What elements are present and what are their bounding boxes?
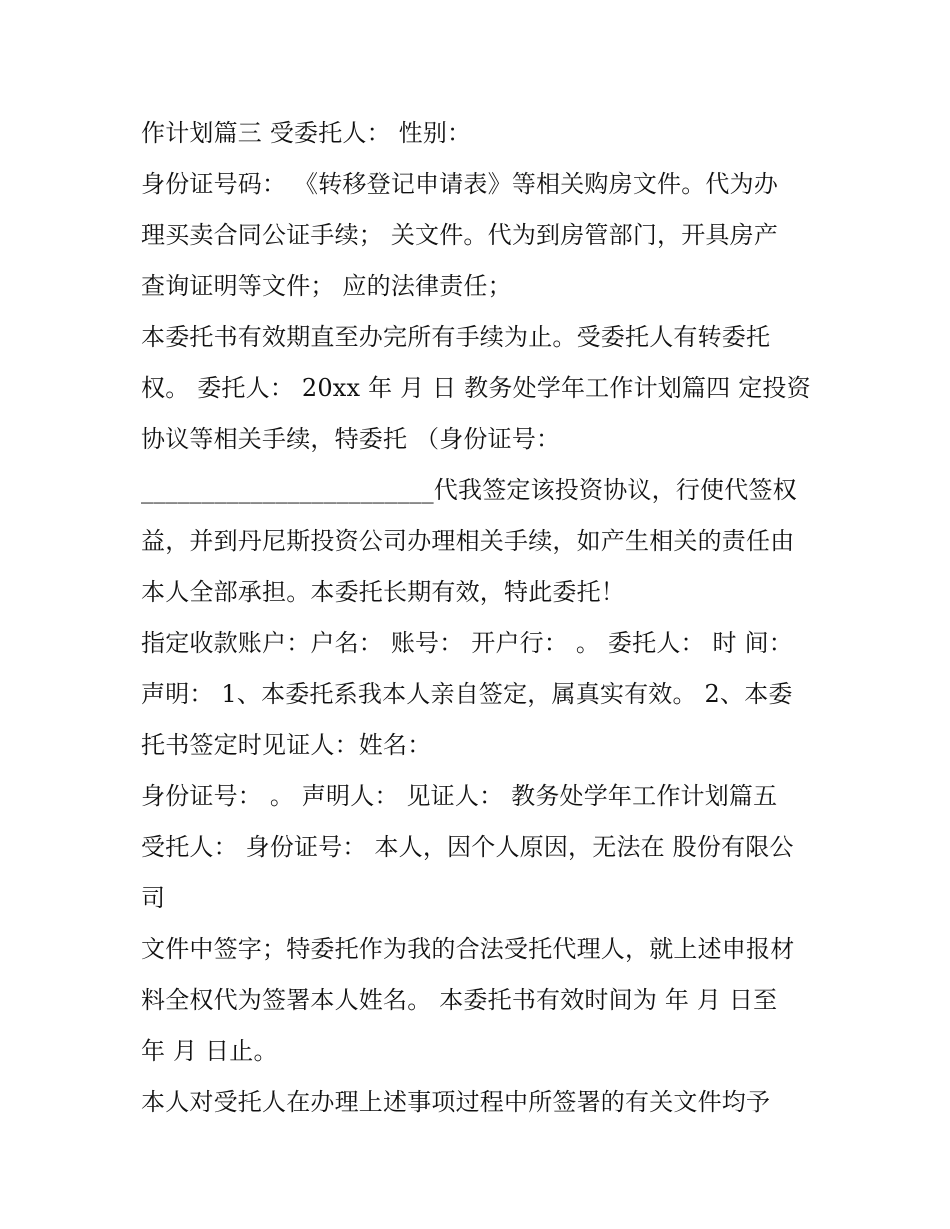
text-line: 文件中签字；特委托作为我的合法受托代理人，就上述申报材 <box>141 935 795 963</box>
text-line: 本人对受托人在办理上述事项过程中所签署的有关文件均予 <box>141 1088 771 1116</box>
text-line: 作计划篇三 受委托人： 性别： <box>141 119 472 147</box>
text-line: 年 月 日止。 <box>141 1037 278 1065</box>
text-line: 料全权代为签署本人姓名。 本委托书有效时间为 年 月 日至 <box>141 986 778 1014</box>
text-line: 本委托书有效期直至办完所有手续为止。受委托人有转委托 <box>141 323 771 351</box>
text-line: 查询证明等文件； 应的法律责任； <box>141 272 512 300</box>
text-line: 本人全部承担。本委托长期有效，特此委托！ <box>141 578 625 606</box>
text-line: 身份证号： 。 声明人： 见证人： 教务处学年工作计划篇五 <box>141 782 778 810</box>
text-line: 受托人： 身份证号： 本人，因个人原因，无法在 股份有限公 <box>141 833 794 861</box>
text-line: ________________________代我签定该投资协议，行使代签权 <box>141 476 797 504</box>
text-line: 托书签定时见证人：姓名： <box>141 731 432 759</box>
text-line: 协议等相关手续，特委托 （身份证号： <box>141 425 561 453</box>
text-line: 身份证号码： 《转移登记申请表》等相关购房文件。代为办 <box>141 170 779 198</box>
document-body <box>141 108 821 1128</box>
text-line: 声明： 1、本委托系我本人亲自签定，属真实有效。 2、本委 <box>141 680 793 708</box>
text-line: 司 <box>141 884 166 912</box>
text-line: 指定收款账户：户名： 账号： 开户行： 。 委托人： 时 间： <box>141 629 793 657</box>
text-line: 理买卖合同公证手续； 关文件。代为到房管部门，开具房产 <box>141 221 779 249</box>
text-line: 权。 委托人： 20xx 年 月 日 教务处学年工作计划篇四 定投资 <box>141 374 811 402</box>
text-line: 益，并到丹尼斯投资公司办理相关手续，如产生相关的责任由 <box>141 527 795 555</box>
